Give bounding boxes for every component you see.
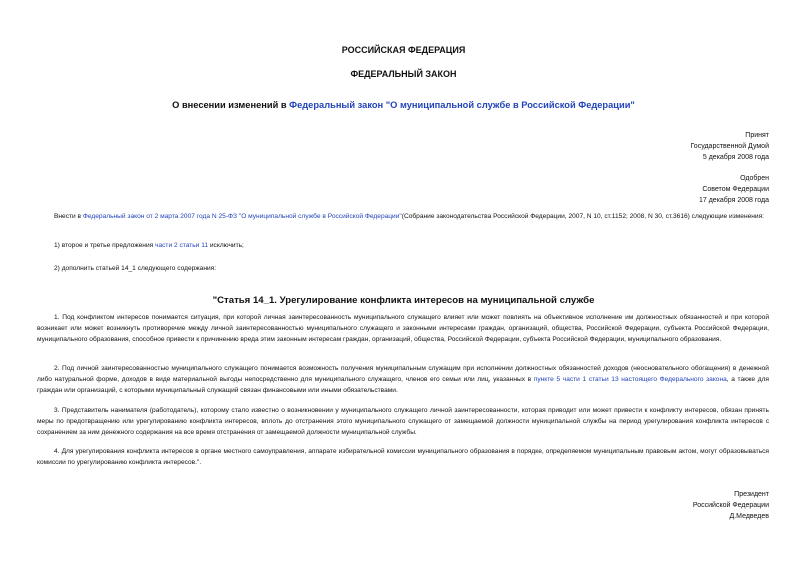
law-title [0, 100, 807, 110]
article-paragraph-3: 3. Представитель нанимателя (работодатель), которому стало известно о возникновении у муниципального служащего личной заинтересованности, которая приводит или может привести к конфликту интересов, обязан принять меры по предотвращению или урегулированию конфликта интересов, вплоть до отстранения этого муниципального служащего от замещаемой должности муниципальной службы на период урегулирования конфликта интересов с сохранением за ним денежного содержания на все время отстранения от замещаемой должности муниципальной службы. [37, 407, 769, 436]
adopted-block [690, 130, 769, 163]
article-paragraph-4: 4. Для урегулирования конфликта интересов в органе местного самоуправления, аппарате избирательной комиссии муниципального образования в порядке, определяемом муниципальным правовым актом, могут образовываться комиссии по урегулированию конфликта интересов.". [37, 448, 769, 466]
law-title-link[interactable]: Федеральный закон "О муниципальной службе в Российской Федерации" [289, 100, 635, 110]
approved-body: Советом Федерации [702, 186, 769, 193]
adopted-date: 5 декабря 2008 года [702, 154, 769, 161]
change-item-2: 2) дополнить статьей 14_1 следующего содержания: [54, 265, 217, 272]
item1-prefix: 1) второе и третье предложения [54, 242, 156, 249]
p2-prefix: 2. Под личной заинтересованностью муниципального служащего понимается возможность получения муниципальным служащим при исполнении должностных обязанностей доходов (неосновательного обогащения) в денежной либо натуральной форме, доходов в виде материальной выгоды непосредственно для муниципального служащего, членов его семьи или лиц, указанных в [37, 365, 769, 383]
article-paragraph-1: 1. Под конфликтом интересов понимается ситуация, при которой личная заинтересованность муниципального служащего влияет или может повлиять на объективное исполнение им должностных обязанностей и при которой возникает или может возникнуть противоречие между личной заинтересованностью муниципального служащего и законными интересами граждан, организаций, общества, Российской Федерации, субъекта Российской Федерации, муниципального образования, способное привести к причинению вреда этим законным интересам граждан, организаций, общества, Российской Федерации, субъекта Российской Федерации, муниципального образования. [37, 314, 769, 343]
intro-paragraph [37, 211, 769, 222]
law-title-prefix: О внесении изменений в [172, 100, 290, 110]
p2-link[interactable]: пункте 5 части 1 статьи 13 настоящего Федерального закона [533, 376, 727, 383]
approved-date: 17 декабря 2008 года [698, 197, 769, 204]
signature-name: Д.Медведев [729, 513, 769, 520]
article-heading: "Статья 14_1. Урегулирование конфликта интересов на муниципальной службе [212, 295, 595, 306]
country-heading: РОССИЙСКАЯ ФЕДЕРАЦИЯ [341, 45, 466, 55]
article-paragraph-2 [37, 363, 769, 396]
p2-suffix: , а также для граждан или организаций, с которыми муниципальный служащий связан финансовыми или иными обязательствами. [37, 376, 769, 394]
change-item-1 [37, 240, 769, 251]
signature-org: Российской Федерации [692, 502, 769, 509]
signature-title: Президент [734, 491, 769, 498]
intro-prefix: Внести в [54, 213, 83, 220]
approved-label: Одобрен [740, 175, 769, 182]
item1-link[interactable]: части 2 статьи 11 [155, 242, 209, 249]
item1-suffix: исключить; [208, 242, 244, 249]
adopted-label: Принят [745, 132, 769, 139]
approved-block [699, 173, 769, 206]
adopted-body: Государственной Думой [690, 143, 769, 150]
intro-suffix: (Собрание законодательства Российской Федерации, 2007, N 10, ст.1152; 2008, N 30, ст.3616) следующие изменения: [401, 213, 764, 220]
intro-law-link[interactable]: Федеральный закон от 2 марта 2007 года N 25-ФЗ "О муниципальной службе в Российской Федерации" [82, 213, 402, 220]
signature-block [693, 489, 769, 522]
doc-type-heading: ФЕДЕРАЛЬНЫЙ ЗАКОН [350, 69, 457, 79]
